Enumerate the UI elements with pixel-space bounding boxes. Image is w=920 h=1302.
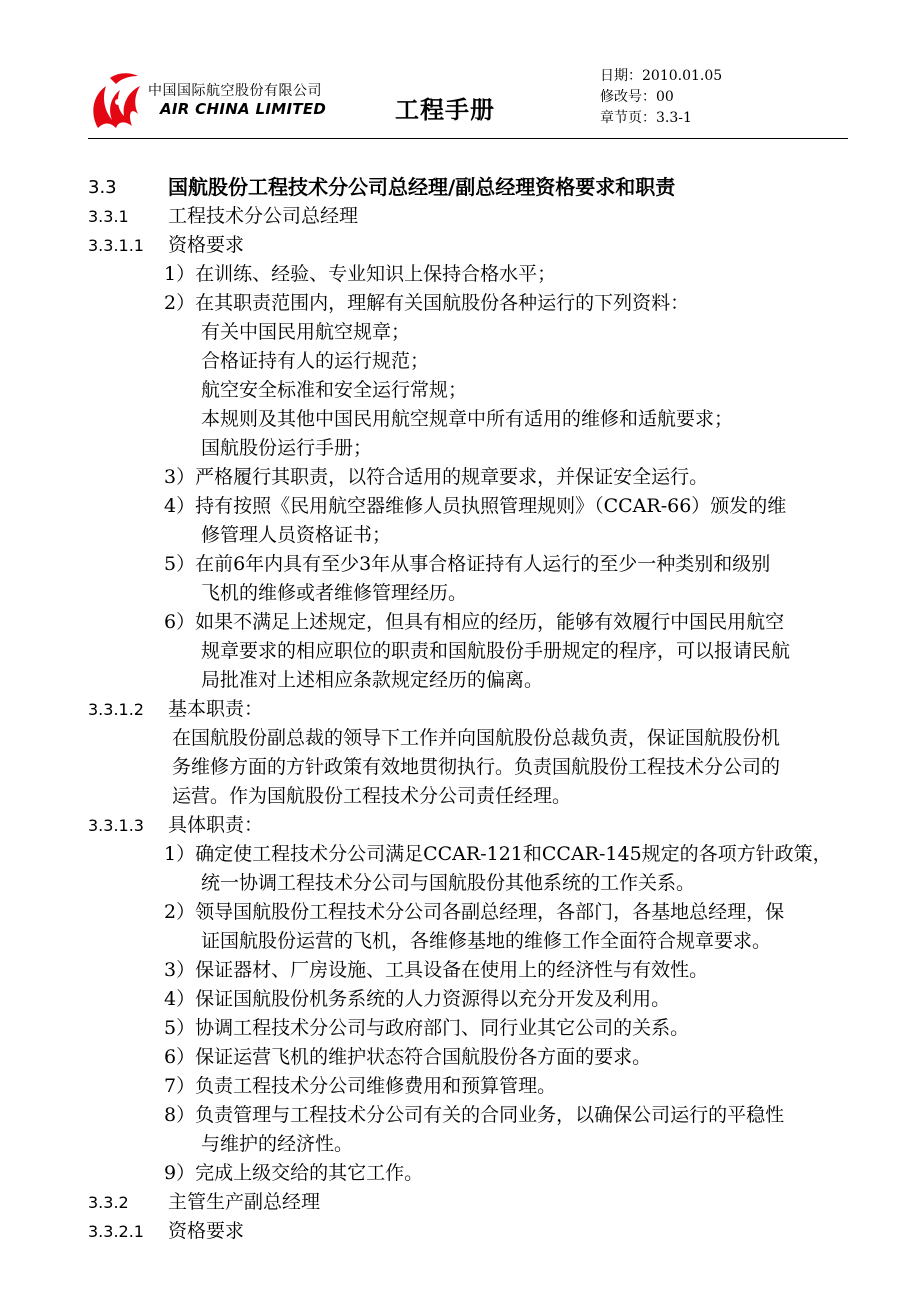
list-item: 4）保证国航股份机务系统的人力资源得以充分开发及利用。	[164, 988, 671, 1010]
list-item: 5）在前6年内具有至少3年从事合格证持有人运行的至少一种类别和级别	[164, 553, 771, 575]
revision-label: 修改号：00	[600, 89, 674, 105]
section-number: 3.3.2	[88, 1193, 129, 1212]
list-item: 3）严格履行其职责，以符合适用的规章要求，并保证安全运行。	[164, 466, 709, 488]
list-item: 3）保证器材、厂房设施、工具设备在使用上的经济性与有效性。	[164, 959, 709, 981]
section-title: 资格要求	[168, 234, 245, 256]
document-meta	[600, 66, 722, 129]
section-number: 3.3	[88, 177, 117, 198]
list-item: 1）确定使工程技术分公司满足CCAR-121和CCAR-145规定的各项方针政策，	[164, 843, 832, 865]
section-title: 国航股份工程技术分公司总经理/副总经理资格要求和职责	[168, 175, 676, 199]
sub-list-item: 本规则及其他中国民用航空规章中所有适用的维修和适航要求；	[201, 408, 734, 430]
section-number: 3.3.2.1	[88, 1222, 144, 1241]
section-number: 3.3.1	[88, 207, 129, 226]
manual-title: 工程手册	[395, 96, 495, 124]
sub-list-item: 有关中国民用航空规章；	[201, 321, 411, 343]
list-item-continuation: 规章要求的相应职位的职责和国航股份手册规定的程序，可以报请民航	[201, 640, 791, 662]
list-item-continuation: 局批准对上述相应条款规定经历的偏离。	[201, 669, 544, 691]
sub-list-item: 航空安全标准和安全运行常规；	[201, 379, 468, 401]
header-divider	[88, 138, 848, 139]
section-number: 3.3.1.2	[88, 700, 144, 719]
list-item: 2）领导国航股份工程技术分公司各副总经理，各部门，各基地总经理，保	[164, 901, 785, 923]
list-item: 7）负责工程技术分公司维修费用和预算管理。	[164, 1075, 557, 1097]
sub-list-item: 合格证持有人的运行规范；	[201, 350, 430, 372]
section-title: 资格要求	[168, 1220, 245, 1242]
list-item-continuation: 飞机的维修或者维修管理经历。	[201, 582, 468, 604]
list-item: 9）完成上级交给的其它工作。	[164, 1162, 424, 1184]
section-number: 3.3.1.1	[88, 236, 144, 255]
list-item-continuation: 修管理人员资格证书；	[201, 524, 392, 546]
list-item: 8）负责管理与工程技术分公司有关的合同业务，以确保公司运行的平稳性	[164, 1104, 785, 1126]
paragraph-line: 运营。作为国航股份工程技术分公司责任经理。	[172, 785, 572, 807]
section-number: 3.3.1.3	[88, 816, 144, 835]
section-title: 基本职责：	[168, 698, 264, 720]
document-header	[0, 0, 920, 150]
list-item: 6）保证运营飞机的维护状态符合国航股份各方面的要求。	[164, 1046, 652, 1068]
list-item-continuation: 与维护的经济性。	[201, 1133, 354, 1155]
company-name-cn: 中国国际航空股份有限公司	[148, 83, 322, 99]
air-china-phoenix-logo-icon	[88, 70, 144, 130]
date-label: 日期：2010.01.05	[600, 68, 723, 84]
paragraph-line: 在国航股份副总裁的领导下工作并向国航股份总裁负责，保证国航股份机	[172, 727, 781, 749]
list-item: 6）如果不满足上述规定，但具有相应的经历，能够有效履行中国民用航空	[164, 611, 785, 633]
company-name-en: AIR CHINA LIMITED	[160, 100, 327, 118]
section-title: 主管生产副总经理	[168, 1191, 321, 1213]
list-item-continuation: 证国航股份运营的飞机，各维修基地的维修工作全面符合规章要求。	[201, 930, 772, 952]
section-title: 具体职责：	[168, 814, 264, 836]
list-item: 5）协调工程技术分公司与政府部门、同行业其它公司的关系。	[164, 1017, 690, 1039]
paragraph-line: 务维修方面的方针政策有效地贯彻执行。负责国航股份工程技术分公司的	[172, 756, 781, 778]
sub-list-item: 国航股份运行手册；	[201, 437, 373, 459]
page-label: 章节页：3.3-1	[600, 110, 692, 126]
list-item-continuation: 统一协调工程技术分公司与国航股份其他系统的工作关系。	[201, 872, 696, 894]
list-item: 1）在训练、经验、专业知识上保持合格水平；	[164, 263, 557, 285]
section-title: 工程技术分公司总经理	[168, 205, 359, 227]
list-item: 2）在其职责范围内，理解有关国航股份各种运行的下列资料：	[164, 292, 690, 314]
list-item: 4）持有按照《民用航空器维修人员执照管理规则》（CCAR-66）颁发的维	[164, 495, 787, 517]
